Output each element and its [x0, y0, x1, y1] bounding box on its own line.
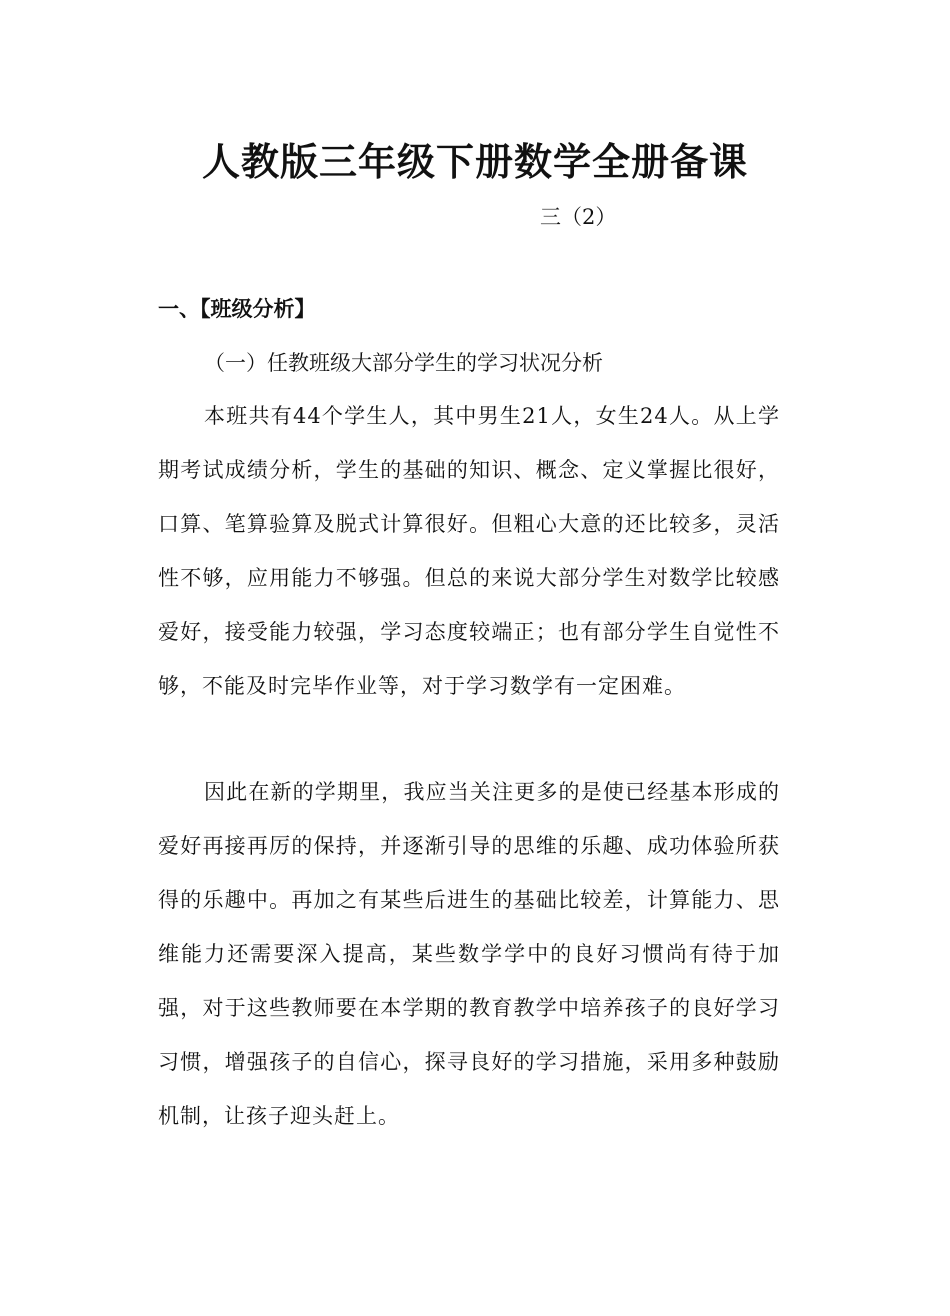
class-label: 三（2） — [540, 205, 617, 229]
paragraph-semester-plan: 因此在新的学期里，我应当关注更多的是使已经基本形成的爱好再接再厉的保持，并逐渐引导的思维的乐趣、成功体验所获得的乐趣中。再加之有某些后进生的基础比较差，计算能力、思维能力还需要深入提高，某些数学学中的良好习惯尚有待于加强，对于这些教师要在本学期的教育教学中培养孩子的良好学习习惯，增强孩子的自信心，探寻良好的学习措施，采用多种鼓励机制，让孩子迎头赶上。 — [158, 780, 780, 1128]
section-heading: 一、【班级分析】 — [158, 297, 316, 321]
sub-heading: （一）任教班级大部分学生的学习状况分析 — [204, 351, 603, 375]
document-title: 人教版三年级下册数学全册备课 — [201, 140, 748, 184]
paragraph-class-status: 本班共有44个学生人，其中男生21人，女生24人。从上学期考试成绩分析，学生的基础的知识、概念、定义掌握比很好，口算、笔算验算及脱式计算很好。但粗心大意的还比较多，灵活性不够，应用能力不够强。但总的来说大部分学生对数学比较感爱好，接受能力较强，学习态度较端正；也有部分学生自觉性不够，不能及时完毕作业等，对于学习数学有一定困难。 — [158, 404, 780, 698]
